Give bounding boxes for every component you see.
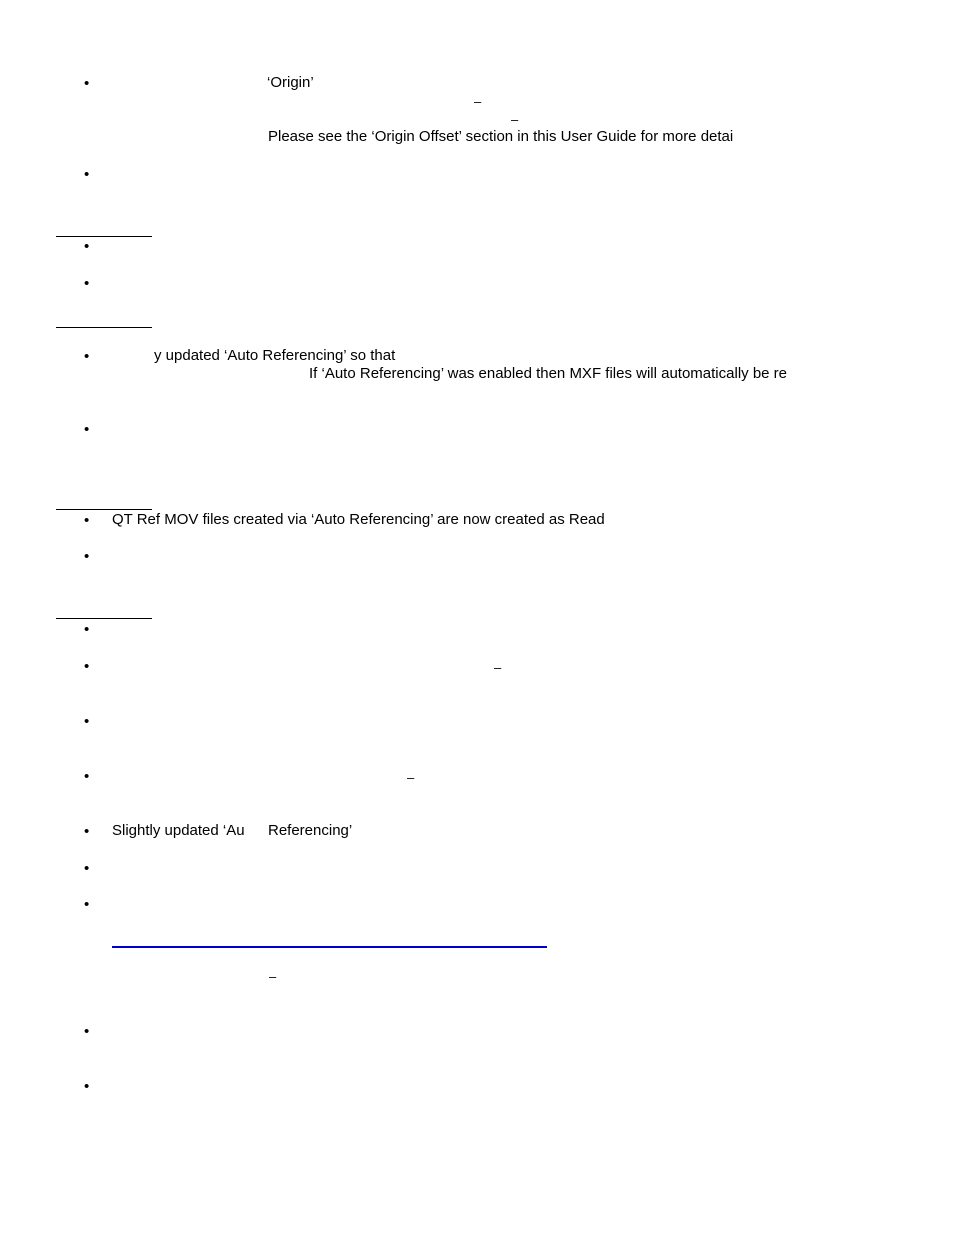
section-heading-underline <box>56 236 152 237</box>
bullet: • <box>84 1078 90 1095</box>
referencing-text: Referencing’ <box>268 822 353 839</box>
dash: – <box>269 969 277 984</box>
bullet: • <box>84 548 90 565</box>
bullet: • <box>84 166 90 183</box>
bullet: • <box>84 275 90 292</box>
dash: – <box>474 94 482 109</box>
bullet: • <box>84 860 90 877</box>
origin-word: ‘Origin’ <box>267 74 314 91</box>
section-heading-underline <box>56 509 152 510</box>
bullet: • <box>84 896 90 913</box>
section-heading-underline <box>56 618 152 619</box>
qt-ref-mov-note: QT Ref MOV files created via ‘Auto Referencing’ are now created as Read <box>112 511 605 528</box>
bullet: • <box>84 421 90 438</box>
bullet: • <box>84 348 90 365</box>
dash: – <box>494 660 502 675</box>
bullet: • <box>84 823 90 840</box>
origin-offset-note: Please see the ‘Origin Offset’ section in this User Guide for more detai <box>268 128 734 145</box>
bullet: • <box>84 621 90 638</box>
bullet: • <box>84 75 90 92</box>
slightly-updated-text: Slightly updated ‘Au <box>112 822 245 839</box>
hyperlink-underline[interactable] <box>112 946 547 948</box>
auto-referencing-update-line2: If ‘Auto Referencing’ was enabled then MXF files will automatically be re <box>309 365 788 382</box>
bullet: • <box>84 658 90 675</box>
dash: – <box>407 770 415 785</box>
bullet: • <box>84 238 90 255</box>
bullet: • <box>84 768 90 785</box>
bullet: • <box>84 512 90 529</box>
section-heading-underline <box>56 327 152 328</box>
dash: – <box>511 112 519 127</box>
bullet: • <box>84 1023 90 1040</box>
auto-referencing-update-line1: y updated ‘Auto Referencing’ so that <box>154 347 396 364</box>
bullet: • <box>84 713 90 730</box>
